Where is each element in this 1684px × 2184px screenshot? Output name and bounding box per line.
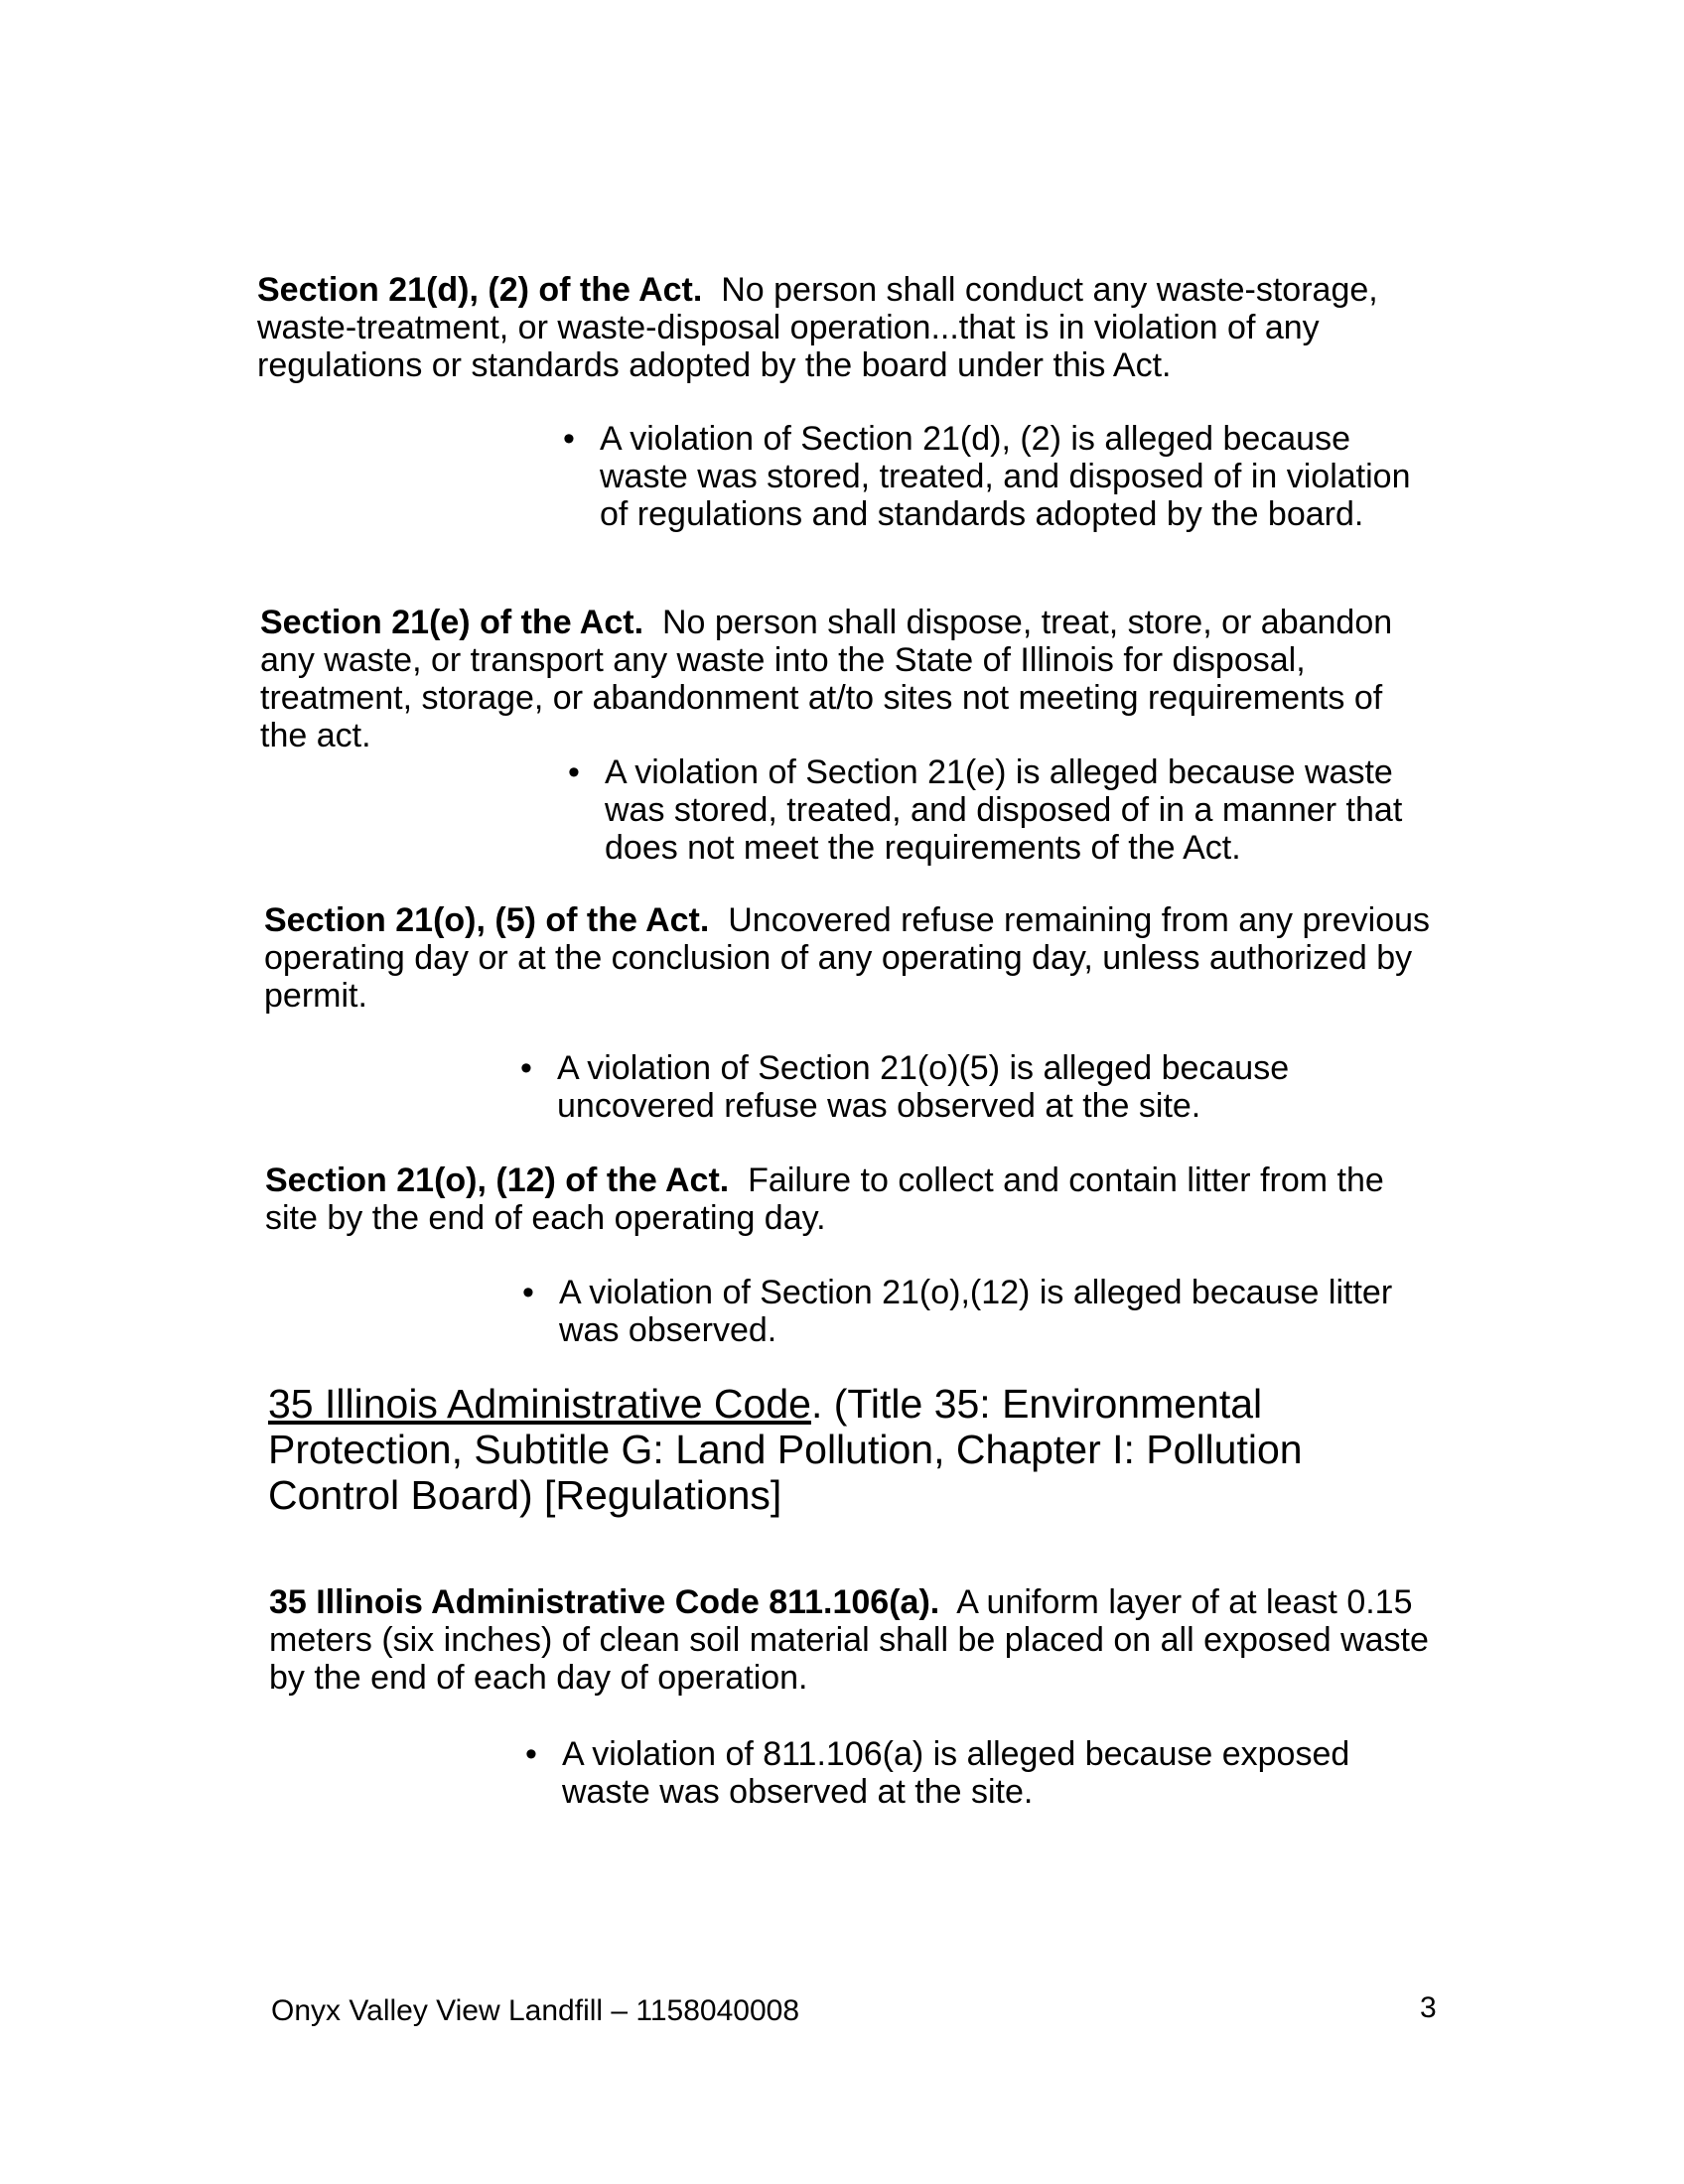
footer-page-number: 3 [1420,1991,1437,2024]
section-21o5-heading: Section 21(o), (5) of the Act. [264,901,710,939]
section-21o12-bullet [522,1274,1443,1349]
section-21o12-heading: Section 21(o), (12) of the Act. [265,1161,730,1199]
section-21d2-heading: Section 21(d), (2) of the Act. [257,271,703,309]
section-21o5-bullet-text: A violation of Section 21(o)(5) is alleged because uncovered refuse was observed at the site. [557,1049,1290,1125]
code-811-106a-heading: 35 Illinois Administrative Code 811.106(a). [269,1583,940,1621]
section-21d2-bullet [563,420,1434,533]
section-21e-body: No person shall dispose, treat, store, or abandon any waste, or transport any waste into the State of Illinois for disposal, treatment, storage, or abandonment at/to sites not meeting requirements of the act. [260,604,1393,754]
section-21o5-paragraph [264,901,1436,1015]
section-21d2-paragraph [257,271,1429,384]
admin-code-title: 35 Illinois Administrative Code [268,1381,811,1427]
section-21d2-body: No person shall conduct any waste-storage, waste-treatment, or waste-disposal operation...that is in violation of any regulations or standards adopted by the board under this Act. [257,271,1378,384]
bullet-icon: • [563,420,575,458]
section-21e-paragraph [260,604,1432,754]
code-811-106a-paragraph [269,1583,1441,1697]
admin-code-subtitle: . (Title 35: Environmental Protection, Subtitle G: Land Pollution, Chapter I: Pollution Control Board) [Regulations] [268,1381,1303,1518]
section-21o5-bullet [520,1049,1441,1125]
code-811-106a-bullet-text: A violation of 811.106(a) is alleged because exposed waste was observed at the site. [562,1735,1350,1811]
section-21o12-bullet-text: A violation of Section 21(o),(12) is alleged because litter was observed. [559,1274,1393,1349]
footer-facility-name: Onyx Valley View Landfill – 1158040008 [271,1994,800,2027]
admin-code-heading [268,1381,1440,1518]
section-21o12-body: Failure to collect and contain litter from the site by the end of each operating day. [265,1161,1384,1237]
section-21e-bullet-text: A violation of Section 21(e) is alleged because waste was stored, treated, and disposed of in a manner that does not meet the requirements of the Act. [605,753,1403,867]
bullet-icon: • [520,1049,532,1087]
section-21e-heading: Section 21(e) of the Act. [260,604,644,641]
bullet-icon: • [568,753,580,791]
code-811-106a-bullet [525,1735,1446,1811]
code-811-106a-body: A uniform layer of at least 0.15 meters (six inches) of clean soil material shall be placed on all exposed waste by the end of each day of operation. [269,1583,1429,1697]
section-21d2-bullet-text: A violation of Section 21(d), (2) is alleged because waste was stored, treated, and disposed of in violation of regulations and standards adopted by the board. [600,420,1411,533]
section-21e-bullet [568,753,1439,867]
section-21o5-body: Uncovered refuse remaining from any previous operating day or at the conclusion of any operating day, unless authorized by permit. [264,901,1431,1015]
section-21o12-paragraph [265,1161,1437,1237]
bullet-icon: • [525,1735,537,1773]
bullet-icon: • [522,1274,534,1311]
